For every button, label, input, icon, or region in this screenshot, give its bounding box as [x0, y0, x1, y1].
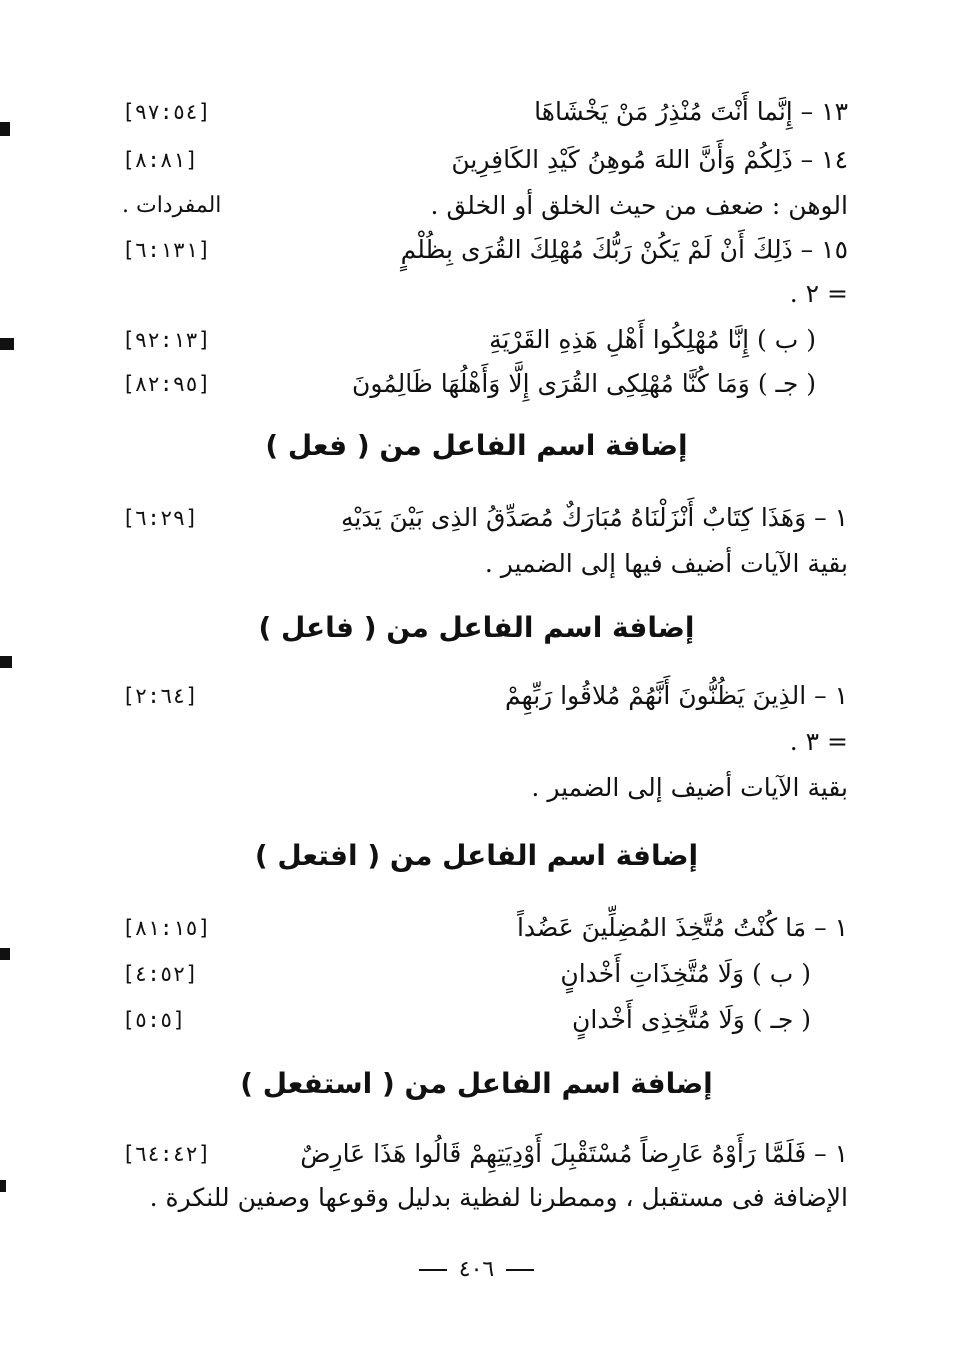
- verse-reference: [١٨:٨]: [122, 148, 198, 172]
- verse-line: [0, 90, 953, 134]
- scan-mark: [0, 656, 12, 668]
- verse-text: ( ب ) وَلَا مُتَّخِذَاتِ أَخْدانٍ: [560, 959, 811, 988]
- verse-reference: [١٣١:٦]: [122, 238, 211, 262]
- verse-text: ١٤ – ذَلِكُمْ وَأَنَّ اللهَ مُوهِنُ كَيْدِ الكَافِرِينَ: [451, 145, 848, 174]
- note-line: [0, 542, 953, 586]
- verse-reference: [٩٢:٦]: [122, 506, 198, 530]
- note-text: الإضافة فى مستقبل ، وممطرنا لفظية بدليل وقوعها وصفين للنكرة .: [149, 1183, 848, 1212]
- verse-reference: [٥١:١٨]: [122, 916, 211, 940]
- verse-reference: [٢٥:٤]: [122, 962, 198, 986]
- page-footer: [0, 1252, 953, 1288]
- section-heading: إضافة اسم الفاعل من ( افتعل ): [254, 839, 699, 872]
- section-heading: إضافة اسم الفاعل من ( فاعل ): [258, 611, 695, 644]
- verse-text: ١ – الذِينَ يَظُنُّونَ أَنَّهُمْ مُلاقُوا رَبِّهِمْ: [505, 681, 848, 710]
- verse-line: [0, 998, 953, 1042]
- footer-dash: [506, 1269, 534, 1271]
- verse-line: [0, 952, 953, 996]
- verse-text: ( ب ) إِنَّا مُهْلِكُوا أَهْلِ هَذِهِ القَرْيَةِ: [489, 325, 816, 354]
- verse-line: [0, 906, 953, 950]
- note-text: بقية الآيات أضيف إلى الضمير .: [531, 773, 848, 802]
- page-number: ٤٠٦: [458, 1257, 495, 1282]
- verse-reference: [٤٥:٧٩]: [122, 100, 211, 124]
- verse-line: [0, 318, 953, 362]
- count-line: [0, 272, 953, 316]
- count-line: [0, 720, 953, 764]
- verse-line: [0, 674, 953, 718]
- count-text: = ٣ .: [789, 727, 848, 756]
- section-heading: إضافة اسم الفاعل من ( استفعل ): [240, 1067, 713, 1100]
- verse-reference: [٣١:٢٩]: [122, 328, 211, 352]
- verse-line: [0, 228, 953, 272]
- verse-text: ١ – فَلَمَّا رَأَوْهُ عَارِضاً مُسْتَقْبِلَ أَوْدِيَتِهِمْ قَالُوا هَذَا عَارِضٌ: [300, 1139, 848, 1168]
- verse-reference: [٢٤:٤٦]: [122, 1142, 211, 1166]
- verse-line: [0, 496, 953, 540]
- note-text: الوهن : ضعف من حيث الخلق أو الخلق .: [430, 191, 848, 220]
- verse-text: ١٣ – إِنَّما أَنْتَ مُنْذِرُ مَنْ يَخْشَاهَا: [534, 97, 848, 126]
- verse-text: ١٥ – ذَلِكَ أَنْ لَمْ يَكُنْ رَبُّكَ مُهْلِكَ القُرَى بِظُلْمٍ: [400, 235, 848, 264]
- verse-text: ١ – وَهَذَا كِتَابٌ أَنْزَلْنَاهُ مُبَارَكٌ مُصَدِّقُ الذِى بَيْنَ يَدَيْهِ: [340, 503, 848, 532]
- note-text: بقية الآيات أضيف فيها إلى الضمير .: [484, 549, 848, 578]
- source-reference: المفردات .: [122, 193, 222, 218]
- verse-line: [0, 1132, 953, 1176]
- note-line: [0, 184, 953, 228]
- verse-reference: [٥:٥]: [122, 1008, 186, 1032]
- verse-text: ( جـ ) وَمَا كُنَّا مُهْلِكِى القُرَى إِلَّا وَأَهْلُهَا ظَالِمُونَ: [351, 369, 816, 398]
- section-heading: إضافة اسم الفاعل من ( فعل ): [265, 429, 688, 462]
- count-text: = ٢ .: [789, 279, 848, 308]
- footer-dash: [419, 1269, 447, 1271]
- verse-line: [0, 138, 953, 182]
- verse-reference: [٥٩:٢٨]: [122, 372, 211, 396]
- note-line: [0, 766, 953, 810]
- verse-reference: [٤٦:٢]: [122, 684, 198, 708]
- note-line: [0, 1176, 953, 1220]
- verse-text: ( جـ ) وَلَا مُتَّخِذِى أَخْدانٍ: [572, 1005, 811, 1034]
- verse-text: ١ – مَا كُنْتُ مُتَّخِذَ المُضِلِّينَ عَضُداً: [516, 913, 848, 942]
- verse-line: [0, 362, 953, 406]
